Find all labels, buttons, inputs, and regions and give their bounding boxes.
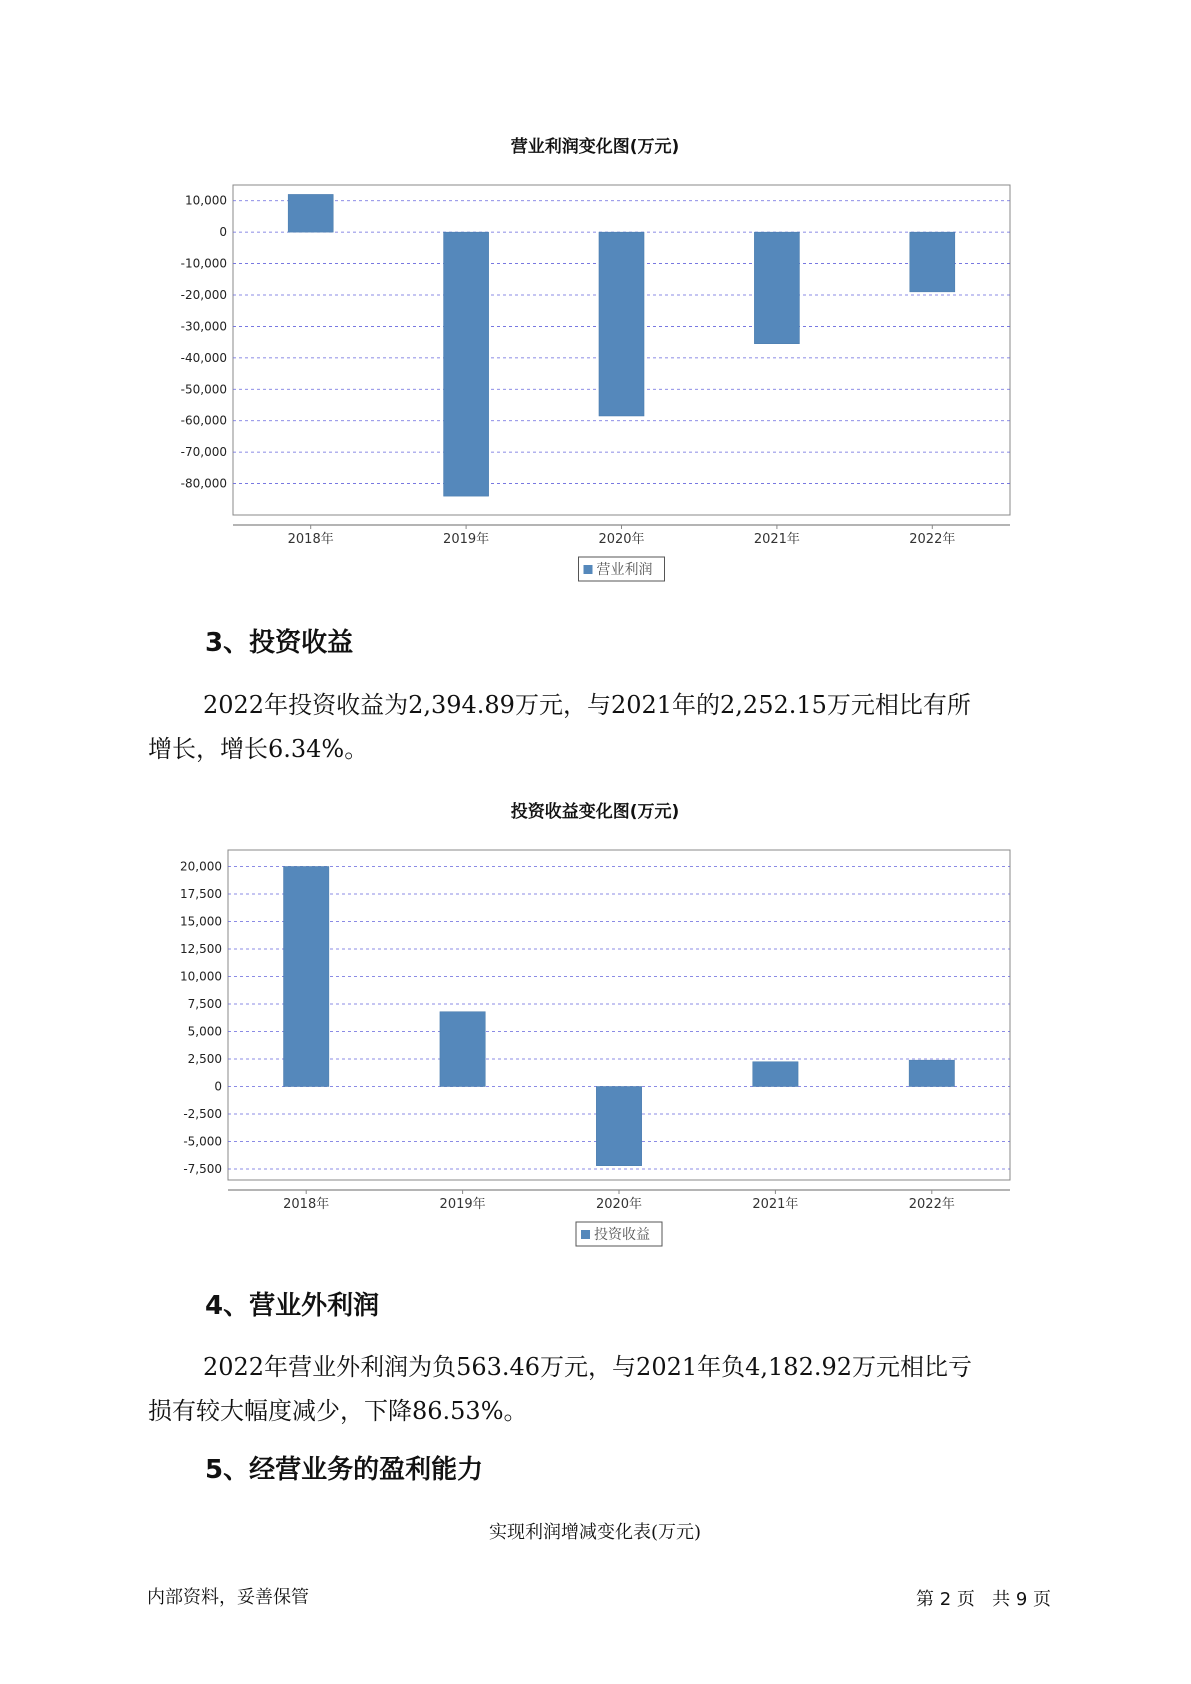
investment-income-chart <box>150 830 1030 1250</box>
y-tick-label: -20,000 <box>180 288 227 302</box>
x-tick-label: 2018年 <box>287 532 334 547</box>
y-tick-label: 17,500 <box>180 887 222 901</box>
x-tick-label: 2021年 <box>752 1197 799 1212</box>
section5-heading: 5、经营业务的盈利能力 <box>205 1455 484 1485</box>
y-tick-label: 10,000 <box>185 193 227 208</box>
bar <box>284 867 329 1087</box>
bar <box>288 194 333 232</box>
y-tick-label: 5,000 <box>187 1024 222 1039</box>
legend-label: 投资收益 <box>594 1227 650 1243</box>
section3-heading: 3、投资收益 <box>205 628 354 658</box>
table-caption: 实现利润增减变化表(万元) <box>488 1522 702 1543</box>
section3-paragraph-line2: 增长，增长6.34%。 <box>148 735 369 763</box>
operating-profit-chart <box>150 165 1030 585</box>
y-tick-label: -5,000 <box>183 1134 222 1149</box>
chart2-title: 投资收益变化图(万元) <box>510 802 680 822</box>
y-tick-label: -10,000 <box>180 256 227 271</box>
section4-paragraph-line2: 损有较大幅度减少，下降86.53%。 <box>148 1397 528 1425</box>
bar <box>596 1087 641 1166</box>
x-tick-label: 2019年 <box>439 1197 486 1212</box>
y-tick-label: 15,000 <box>180 914 222 929</box>
y-tick-label: -40,000 <box>180 350 227 365</box>
y-tick-label: -70,000 <box>180 445 227 460</box>
y-tick-label: 12,500 <box>180 942 222 956</box>
y-tick-label: -7,500 <box>183 1162 222 1176</box>
x-tick-label: 2018年 <box>283 1197 330 1212</box>
legend-swatch <box>581 1230 590 1239</box>
y-tick-label: 7,500 <box>187 997 222 1011</box>
legend-swatch <box>584 565 593 574</box>
y-tick-label: -2,500 <box>183 1107 222 1121</box>
footer-page-number: 第 2 页 共 9 页 <box>916 1589 1051 1610</box>
chart1-title: 营业利润变化图(万元) <box>510 137 680 157</box>
x-tick-label: 2020年 <box>595 1197 643 1212</box>
section4-heading: 4、营业外利润 <box>205 1291 380 1321</box>
y-tick-label: -50,000 <box>180 382 227 397</box>
x-tick-label: 2020年 <box>598 532 645 547</box>
y-tick-label: -30,000 <box>180 319 227 334</box>
x-tick-label: 2019年 <box>443 532 490 547</box>
section3-paragraph-line1: 2022年投资收益为2,394.89万元，与2021年的2,252.15万元相比有所 <box>203 691 971 719</box>
bar <box>599 232 644 416</box>
bar <box>753 1062 798 1087</box>
y-tick-label: 20,000 <box>180 859 222 874</box>
legend-label: 营业利润 <box>596 562 653 578</box>
x-tick-label: 2022年 <box>909 532 956 547</box>
y-tick-label: -80,000 <box>180 476 227 491</box>
section4-paragraph-line1: 2022年营业外利润为负563.46万元，与2021年负4,182.92万元相比亏 <box>203 1353 973 1381</box>
bar <box>440 1012 485 1087</box>
y-tick-label: 2,500 <box>187 1052 222 1066</box>
bar <box>444 232 489 496</box>
x-tick-label: 2022年 <box>908 1197 955 1212</box>
y-tick-label: 0 <box>214 1079 222 1094</box>
y-tick-label: -60,000 <box>180 413 227 428</box>
y-tick-label: 0 <box>219 225 227 240</box>
bar <box>909 1060 954 1086</box>
x-tick-label: 2021年 <box>753 532 800 547</box>
bar <box>754 232 799 344</box>
bar <box>910 232 955 292</box>
footer-confidential-note: 内部资料，妥善保管 <box>147 1587 309 1608</box>
y-tick-label: 10,000 <box>180 969 222 984</box>
